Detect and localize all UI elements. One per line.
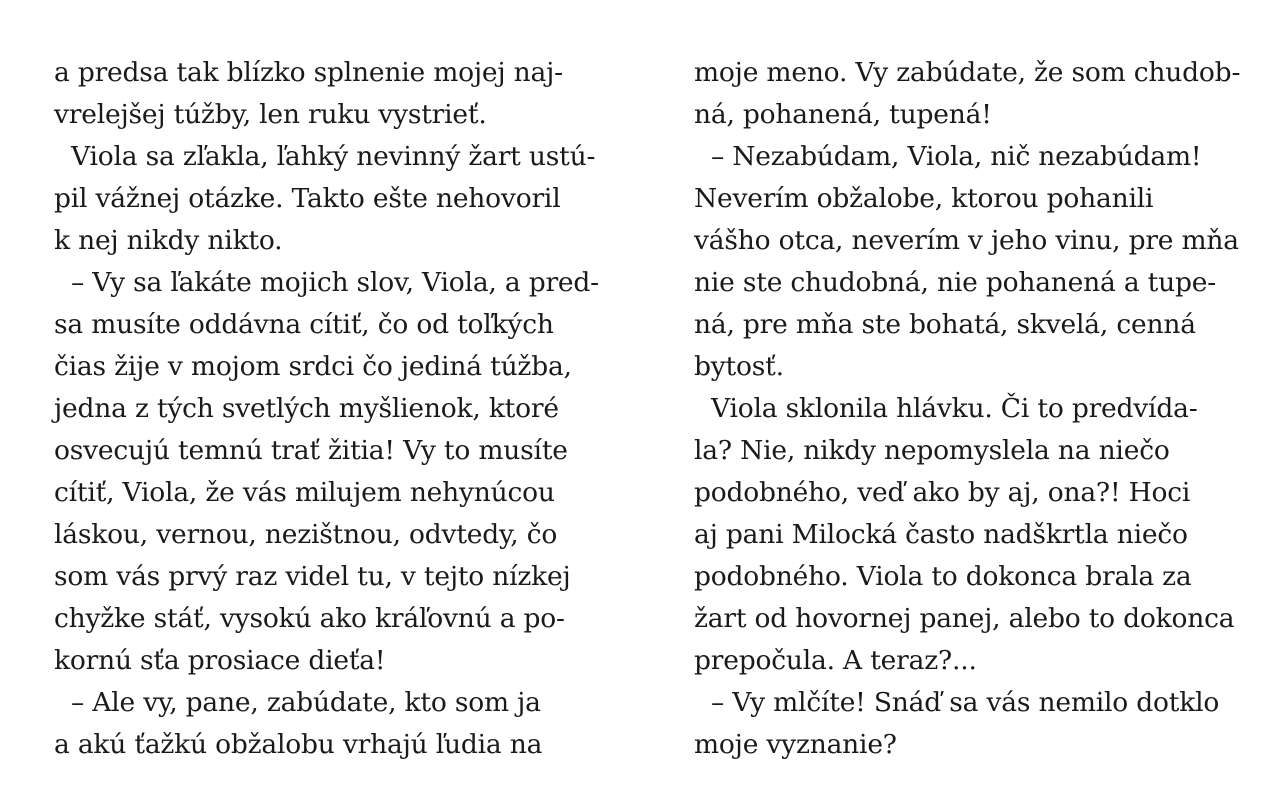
text-line: osvecujú temnú trať žitia! Vy to musíte xyxy=(54,435,568,466)
text-line: pil vážnej otázke. Takto ešte nehovoril xyxy=(54,183,561,214)
text-line: la? Nie, nikdy nepomyslela na niečo xyxy=(694,435,1170,466)
text-line: kornú sťa prosiace dieťa! xyxy=(54,645,386,676)
text-line: – Vy mlčíte! Snáď sa vás nemilo dotklo xyxy=(711,687,1220,718)
text-line: a predsa tak blízko splnenie mojej naj- xyxy=(54,57,563,88)
text-line: jedna z tých svetlých myšlienok, ktoré xyxy=(54,393,559,424)
text-line: ná, pohanená, tupená! xyxy=(694,99,992,130)
text-line: podobného. Viola to dokonca brala za xyxy=(694,561,1192,592)
text-line: – Nezabúdam, Viola, nič nezabúdam! xyxy=(711,141,1202,172)
text-line: som vás prvý raz videl tu, v tejto nízkej xyxy=(54,561,571,592)
text-line: čias žije v mojom srdci čo jediná túžba, xyxy=(54,351,572,382)
left-page xyxy=(54,52,614,766)
text-line: aj pani Milocká často nadškrtla niečo xyxy=(694,519,1188,550)
text-line: ná, pre mňa ste bohatá, skvelá, cenná xyxy=(694,309,1196,340)
text-line: Viola sa zľakla, ľahký nevinný žart ustú- xyxy=(71,141,596,172)
text-line: sa musíte oddávna cítiť, čo od toľkých xyxy=(54,309,554,340)
text-line: – Vy sa ľakáte mojich slov, Viola, a pred- xyxy=(71,267,599,298)
text-line: žart od hovornej panej, alebo to dokonca xyxy=(694,603,1235,634)
text-line: chyžke stáť, vysokú ako kráľovnú a po- xyxy=(54,603,565,634)
text-line: Viola sklonila hlávku. Či to predvída- xyxy=(711,393,1198,424)
text-line: k nej nikdy nikto. xyxy=(54,225,283,256)
text-line: moje vyznanie? xyxy=(694,729,897,760)
text-line: vrelejšej túžby, len ruku vystrieť. xyxy=(54,99,487,130)
text-line: cítiť, Viola, že vás milujem nehynúcou xyxy=(54,477,555,508)
text-line: podobného, veď ako by aj, ona?! Hoci xyxy=(694,477,1191,508)
text-line: Neverím obžalobe, ktorou pohanili xyxy=(694,183,1154,214)
right-page xyxy=(694,52,1254,766)
text-line: bytosť. xyxy=(694,351,784,382)
text-line: vášho otca, neverím v jeho vinu, pre mňa xyxy=(694,225,1239,256)
text-line: prepočula. A teraz?... xyxy=(694,645,977,676)
text-line: a akú ťažkú obžalobu vrhajú ľudia na xyxy=(54,729,543,760)
text-line: nie ste chudobná, nie pohanená a tupe- xyxy=(694,267,1216,298)
text-line: moje meno. Vy zabúdate, že som chudob- xyxy=(694,57,1241,88)
text-line: – Ale vy, pane, zabúdate, kto som ja xyxy=(71,687,541,718)
text-line: láskou, vernou, nezištnou, odvtedy, čo xyxy=(54,519,558,550)
